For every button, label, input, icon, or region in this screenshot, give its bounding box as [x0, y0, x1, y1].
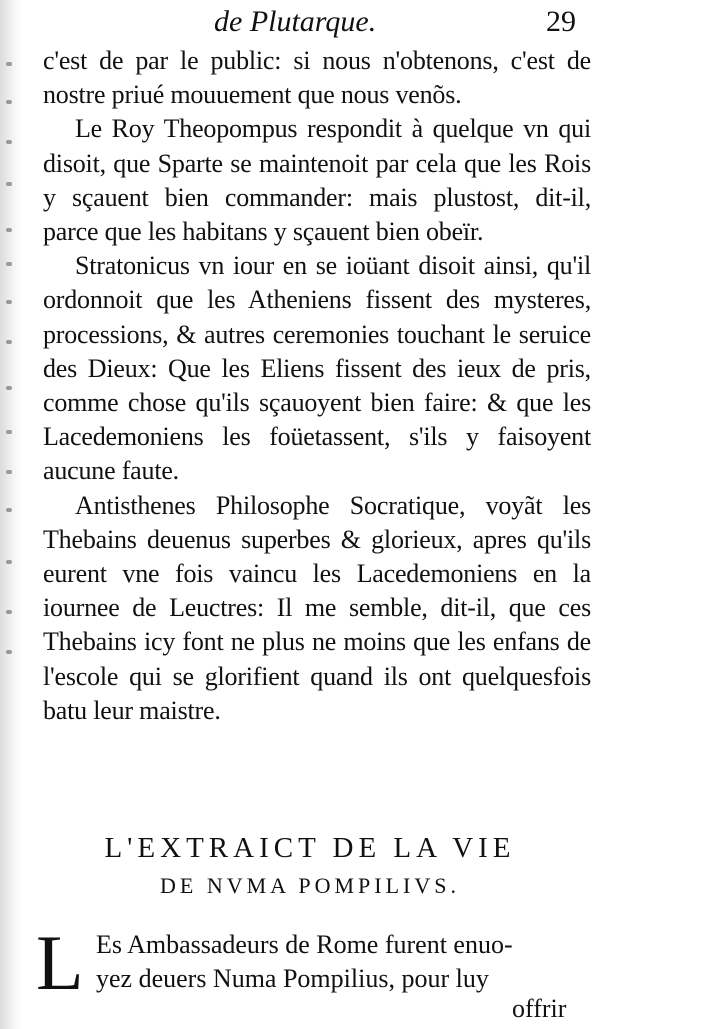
paragraph-continuation: c'est de par le public: si nous n'obtenons, c'est de nostre priué mouuement que nous venõs.	[43, 46, 591, 110]
paragraph-stratonicus: Stratonicus vn iour en se ioüant disoit ainsi, qu'il ordonnoit que les Atheniens fissent des mysteres, processions, & autres ceremonies touchant le seruice des Dieux: Que les Eliens fissent des ieux de pris, comme chose qu'ils sçauoyent bien faire: & que les Lacedemoniens les foüetassent, s'ils y faisoyent aucune faute.	[43, 251, 591, 486]
page-number: 29	[546, 5, 576, 38]
drop-capital: L	[36, 919, 84, 1006]
running-head: de Plutarque.	[214, 5, 377, 38]
section-subheading: DE NVMA POMPILIVS.	[160, 873, 460, 898]
section-heading: L'EXTRAICT DE LA VIE	[104, 832, 516, 864]
paragraph-theopompus: Le Roy Theopompus respondit à quelque vn qui disoit, que Sparte se maintenoit par cela que les Rois y sçauent bien commander: mais plustost, dit-il, parce que les habitans y sçauent bien obeïr.	[43, 114, 591, 247]
section-intro	[96, 928, 592, 996]
page-gutter	[0, 0, 22, 1029]
paragraph-antisthenes: Antisthenes Philosophe Socratique, voyãt les Thebains deuenus superbes & glorieux, apres qu'ils eurent vne fois vaincu les Lacedemoniens en la iournee de Leuctres: Il me semble, dit-il, que ces Thebains icy font ne plus ne moins que les enfans de l'escole qui se glorifient quand ils ont quelquesfois batu leur maistre.	[43, 490, 591, 725]
body-text	[43, 44, 591, 728]
catchword: offrir	[512, 994, 567, 1023]
intro-line-2: yez deuers Numa Pompilius, pour luy	[96, 964, 489, 993]
intro-line-1: Es Ambassadeurs de Rome furent enuo-	[96, 930, 513, 959]
